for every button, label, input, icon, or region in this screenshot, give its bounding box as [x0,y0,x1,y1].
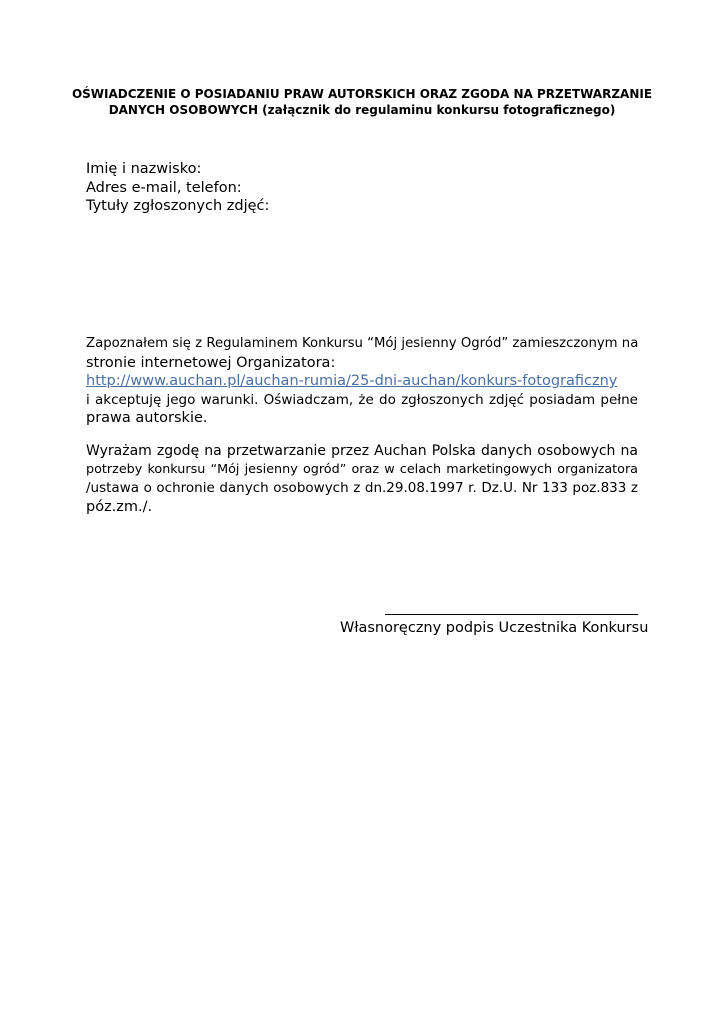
consent-line-2: potrzeby konkursu “Mój jesienny ogród” oraz w celach marketingowych organizatora [86,461,638,477]
signature-label: Własnoręczny podpis Uczestnika Konkursu [340,620,649,636]
signature-line [385,614,638,615]
title-line-1: OŚWIADCZENIE O POSIADANIU PRAW AUTORSKICH ORAZ ZGODA NA PRZETWARZANIE [71,87,653,101]
statement-line-1: Zapoznałem się z Regulaminem Konkursu “Mój jesienny Ogród” zamieszczonym na [86,336,639,351]
statement-line-3: i akceptuję jego warunki. Oświadczam, że do zgłoszonych zdjęć posiadam pełne [86,391,638,408]
name-field-label: Imię i nazwisko: [86,161,202,177]
statement-line-4: prawa autorskie. [86,410,208,426]
title-line-2: DANYCH OSOBOWYCH (załącznik do regulaminu konkursu fotograficznego) [108,103,616,117]
photo-titles-field-label: Tytuły zgłoszonych zdjęć: [86,198,270,214]
participant-fields [86,160,269,216]
statement-line-2: stronie internetowej Organizatora: [86,354,336,371]
document-title [70,86,654,118]
contact-field-label: Adres e-mail, telefon: [86,179,242,196]
regulations-link[interactable]: http://www.auchan.pl/auchan-rumia/25-dni-auchan/konkurs-fotograficzny [86,373,618,389]
consent-line-3: /ustawa o ochronie danych osobowych z dn.29.08.1997 r. Dz.U. Nr 133 poz.833 z [86,480,638,496]
consent-line-1: Wyrażam zgodę na przetwarzanie przez Auchan Polska danych osobowych na [86,443,638,459]
consent-paragraph [86,442,638,516]
consent-line-4: póz.zm./. [86,498,153,515]
rules-statement-paragraph [86,335,638,428]
